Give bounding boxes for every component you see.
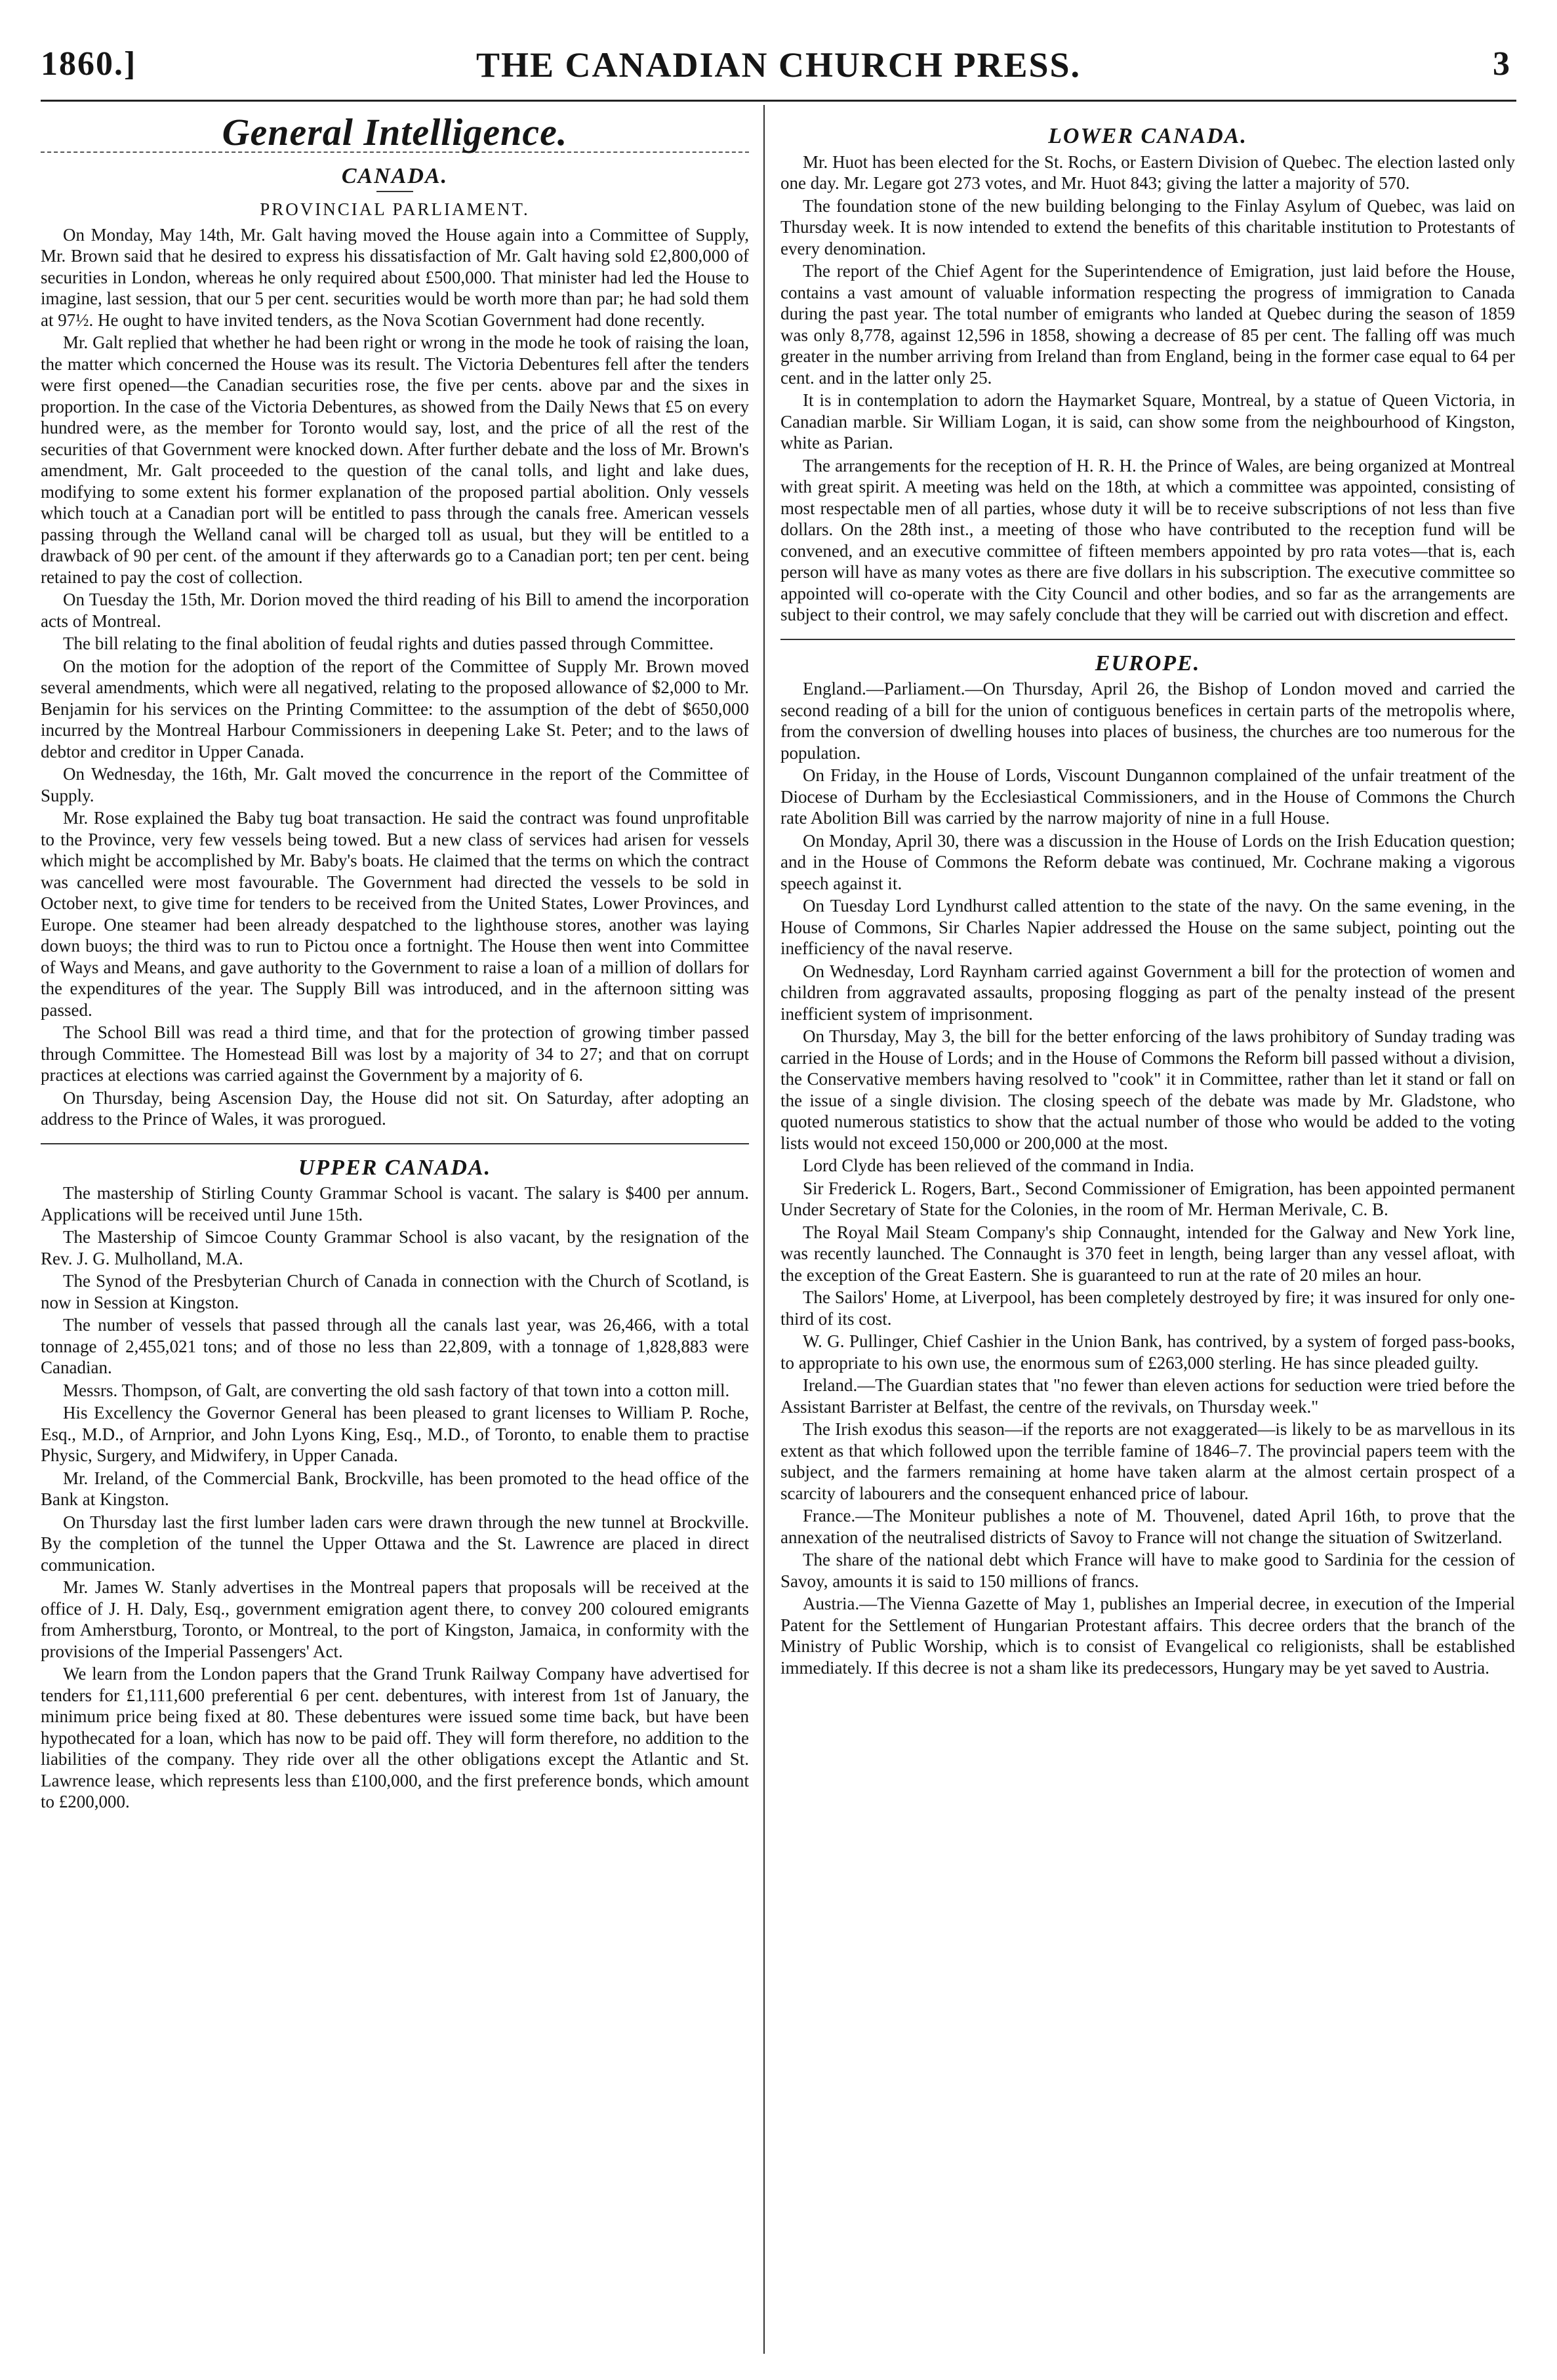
upper-canada-heading: UPPER CANADA.: [298, 1155, 492, 1180]
news-item: The report of the Chief Agent for the Superintendence of Emigration, just laid before the House, contains a vast amount of valuable information respecting the progress of immigration to Canada during the past year. The total number of emigrants who landed at Quebec during the season of 1859 was only 8,778, against 12,596 in 1858, showing a decrease of 85 per cent. The falling off was much greater in the number arriving from Ireland than from England, being in the former case equal to 64 per cent. and in the latter only 25.: [780, 261, 1515, 388]
masthead-title: THE CANADIAN CHURCH PRESS.: [475, 45, 1082, 85]
news-item: The share of the national debt which France will have to make good to Sardinia for the cession of Savoy, amounts it is said to 150 millions of francs.: [780, 1550, 1515, 1591]
column-rule: [763, 105, 765, 2354]
news-item: His Excellency the Governor General has been pleased to grant licenses to William P. Roche, Esq., M.D., of Arnprior, and John Lyons King, Esq., M.D., of Toronto, to enable them to practise Physic, Surgery, and Midwifery, in Upper Canada.: [41, 1403, 749, 1465]
news-item: Mr. Ireland, of the Commercial Bank, Brockville, has been promoted to the head office of the Bank at Kingston.: [41, 1468, 749, 1509]
heading-dash: [376, 191, 413, 192]
news-item: The foundation stone of the new building belonging to the Finlay Asylum of Quebec, was laid on Thursday week. It is now intended to extend the benefits of this charitable institution to Protestants of every denomination.: [780, 195, 1515, 258]
news-item: Mr. James W. Stanly advertises in the Montreal papers that proposals will be received at the office of J. H. Daly, Esq., government emigration agent there, to convey 200 coloured emigrants from Amherstburg, Toronto, or Montreal, to the port of Kingston, Jamaica, in conformity with the provisions of the Imperial Passengers' Act.: [41, 1577, 749, 1661]
canada-heading: CANADA.: [341, 163, 449, 188]
news-item: Lord Clyde has been relieved of the command in India.: [803, 1156, 1194, 1175]
news-item: On Thursday last the first lumber laden cars were drawn through the new tunnel at Brockville. By the completion of the tunnel the Upper Ottawa and the St. Lawrence are placed in direct communication.: [41, 1512, 749, 1575]
left-column: [41, 113, 749, 2354]
news-item: The Royal Mail Steam Company's ship Connaught, intended for the Galway and New York line, was recently launched. The Connaught is 370 feet in length, being larger than any vessel afloat, with the exception of the Great Eastern. She is guaranteed to run at the rate of 20 miles an hour.: [780, 1222, 1515, 1285]
news-item: On Monday, April 30, there was a discussion in the House of Lords on the Irish Education question; and in the House of Commons the Reform debate was continued, Mr. Cochrane making a vigorous speech against it.: [780, 830, 1515, 893]
news-item: The number of vessels that passed through all the canals last year, was 26,466, with a total tonnage of 2,455,021 tons; and of those no less than 22,809, with a tonnage of 1,828,883 were Canadian.: [41, 1315, 749, 1377]
news-item: W. G. Pullinger, Chief Cashier in the Union Bank, has contrived, by a system of forged pass-books, to appropriate to his own use, the enormous sum of £263,000 sterling. He has since pleaded guilty.: [780, 1331, 1515, 1373]
news-item: On Wednesday, Lord Raynham carried against Government a bill for the protection of women and children from aggravated assaults, proposing flogging as part of the penalty instead of the present inefficient system of imprisonment.: [780, 961, 1515, 1024]
article-paragraph: Mr. Galt replied that whether he had been right or wrong in the mode he took of raising the loan, the matter which concerned the House was its result. The Victoria Debentures fell after the tenders were first opened—the Canadian securities rose, the five per cents. above par and the sixes in proportion. In the case of the Victoria Debentures, as showed from the Daily News that £5 on every hundred were, as the member for Toronto would say, lost, and the price of all the rest of the securities of that Government were knocked down. After further debate and the loss of Mr. Brown's amendment, Mr. Galt proceeded to the question of the canal tolls, and light and lake dues, modifying to some extent his former explanation of the proposed partial abolition. Only vessels which touch at a Canadian port will be entitled to pass through the canals free. American vessels passing through the Welland canal will be charged toll as usual, but they will be entitled to a drawback of 90 per cent. of the amount if they afterwards go to a Canadian port; ten per cent. being retained to pay the cost of collection.: [41, 333, 749, 587]
news-item: The Mastership of Simcoe County Grammar School is also vacant, by the resignation of the Rev. J. G. Mulholland, M.A.: [41, 1227, 749, 1268]
news-item: The Synod of the Presbyterian Church of Canada in connection with the Church of Scotland, is now in Session at Kingston.: [41, 1271, 749, 1312]
news-item: On Tuesday Lord Lyndhurst called attention to the state of the navy. On the same evening, in the House of Commons, Sir Charles Napier addressed the House on the same subject, pointing out the inefficiency of the naval reserve.: [780, 896, 1515, 958]
news-item: On Friday, in the House of Lords, Viscount Dungannon complained of the unfair treatment of the Diocese of Durham by the Ecclesiastical Commissioners, and in the House of Commons the Church rate Abolition Bill was carried by the narrow majority of nine in a full House.: [780, 765, 1515, 828]
news-item: Austria.—The Vienna Gazette of May 1, publishes an Imperial decree, in execution of the Imperial Patent for the Settlement of Hungarian Protestant affairs. This decree orders that the branch of the Ministry of Public Worship, which is to consist of Evangelical co religionists, shall be established immediately. If this decree is not a sham like its predecessors, Hungary may be yet saved to Austria.: [780, 1594, 1515, 1678]
section-rule: [780, 639, 1515, 640]
news-item: Mr. Huot has been elected for the St. Rochs, or Eastern Division of Quebec. The election lasted only one day. Mr. Legare got 273 votes, and Mr. Huot 843; giving the latter a majority of 570.: [780, 151, 1515, 193]
article-paragraph: On the motion for the adoption of the report of the Committee of Supply Mr. Brown moved several amendments, which were all negatived, relating to the proposed allowance of $2,000 to Mr. Benjamin for his services on the Printing Committee: to the assumption of the debt of $650,000 incurred by the Montreal Harbour Commissioners in deepening Lake St. Peter; and to the laws of debtor and creditor in Upper Canada.: [41, 656, 749, 761]
article-paragraph: Mr. Rose explained the Baby tug boat transaction. He said the contract was found unprofitable to the Province, very few vessels being towed. But a new class of services had arisen for vessels which might be accomplished by Mr. Baby's boats. He claimed that the terms on which the contract was cancelled were most favourable. The Government had directed the vessels to be sold in October next, to give time for tenders to be received from the United States, Lower Provinces, and Europe. One steamer had been already despatched to the lighthouse stores, another was laying down buoys; the third was to run to Pictou once a fortnight. The House then went into Committee of Ways and Means, and gave authority to the Government to raise a loan of a million of dollars for the expenditures of the year. The Supply Bill was introduced, and in the afternoon sitting was passed.: [41, 808, 749, 1020]
news-item: It is in contemplation to adorn the Haymarket Square, Montreal, by a statue of Queen Victoria, in Canadian marble. Sir William Logan, it is said, can show some from the neighbourhood of Kingston, white as Parian.: [780, 390, 1515, 453]
header-rule: [41, 100, 1516, 102]
news-item: The Irish exodus this season—if the reports are not exaggerated—is likely to be as marvellous in its extent as that which followed upon the terrible famine of 1846–7. The provincial papers teem with the subject, and the farmers remaining at home have taken alarm at the almost certain prospect of a scarcity of labourers and the consequent enhanced price of labour.: [780, 1419, 1515, 1503]
article-paragraph: On Thursday, being Ascension Day, the House did not sit. On Saturday, after adopting an address to the Prince of Wales, it was prorogued.: [41, 1087, 749, 1129]
news-item: We learn from the London papers that the Grand Trunk Railway Company have advertised for tenders for £1,111,600 preferential 6 per cent. debentures, with interest from 1st of January, the minimum price being fixed at 80. These debentures were issued some time back, but have been hypothecated for a loan, which has now to be paid off. They will form therefore, no addition to the liabilities of the company. They ride over all the other obligations except the Atlantic and St. Lawrence lease, which represents less than £100,000, and the first preference bonds, which amount to £200,000.: [41, 1664, 749, 1811]
section-rule: [41, 1143, 749, 1144]
article-paragraph: The School Bill was read a third time, and that for the protection of growing timber passed through Committee. The Homestead Bill was lost by a majority of 34 to 27; and that on corrupt practices at elections was carried against the Government by a majority of 6.: [41, 1022, 749, 1085]
europe-heading: EUROPE.: [1095, 651, 1201, 676]
article-paragraph: On Tuesday the 15th, Mr. Dorion moved the third reading of his Bill to amend the incorporation acts of Montreal.: [41, 590, 749, 631]
news-item: Ireland.—The Guardian states that "no fewer than eleven actions for seduction were tried before the Assistant Barrister at Belfast, the centre of the revivals, on Thursday week.": [780, 1375, 1515, 1417]
article-paragraph: On Wednesday, the 16th, Mr. Galt moved the concurrence in the report of the Committee of Supply.: [41, 764, 749, 805]
article-paragraph: On Monday, May 14th, Mr. Galt having moved the House again into a Committee of Supply, Mr. Brown said that he desired to express his dissatisfaction of Mr. Galt having sold £2,800,000 of securities in London, whereas he only required about £500,000. That minister had led the House to imagine, last session, that our 5 per cent. securities would be worth more than par; he had sold them at 97½. He ought to have invited tenders, as the Nova Scotian Government had done recently.: [41, 224, 749, 330]
lower-canada-heading: LOWER CANADA.: [1048, 124, 1247, 148]
page-number: 3: [1493, 45, 1511, 83]
article-paragraph: The bill relating to the final abolition of feudal rights and duties passed through Committee.: [63, 634, 714, 653]
news-item: On Thursday, May 3, the bill for the better enforcing of the laws prohibitory of Sunday trading was carried in the House of Lords; and in the House of Commons the Reform bill passed without a division, the Conservative members having resolved to "cook" it in Committee, rather than let it stand or fall on the issue of a single division. The closing speech of the debate was made by Mr. Gladstone, who quoted numerous statistics to show that the actual number of those who would be added to the voting lists would not exceed 150,000 or 200,000 at the most.: [780, 1026, 1515, 1153]
news-item: Sir Frederick L. Rogers, Bart., Second Commissioner of Emigration, has been appointed permanent Under Secretary of State for the Colonies, in the room of Mr. Herman Merivale, C. B.: [780, 1178, 1515, 1219]
news-item: England.—Parliament.—On Thursday, April 26, the Bishop of London moved and carried the second reading of a bill for the union of contiguous benefices in certain parts of the metropolis where, from the conversion of dwelling houses into places of business, the churches are too numerous for the population.: [780, 679, 1515, 763]
news-item: The arrangements for the reception of H. R. H. the Prince of Wales, are being organized at Montreal with great spirit. A meeting was held on the 18th, at which a committee was appointed, consisting of most respectable men of all parties, whose duty it will be to receive subscriptions of not less than five dollars. On the 28th inst., a meeting of those who have contributed to the reception fund will be convened, and an executive committee of fifteen members appointed by pro rata votes—that is, each person will have as many votes as there are five dollars in his subscription. The executive committee so appointed will co-operate with the City Council and other bodies, and so far as the arrangements are subject to their control, we may safely conclude that they will be carried out with discretion and effect.: [780, 455, 1515, 624]
news-item: The mastership of Stirling County Grammar School is vacant. The salary is $400 per annum. Applications will be received until June 15th.: [41, 1183, 749, 1224]
news-item: Messrs. Thompson, of Galt, are converting the old sash factory of that town into a cotton mill.: [63, 1380, 730, 1400]
issue-year: 1860.]: [41, 45, 137, 83]
news-item: France.—The Moniteur publishes a note of M. Thouvenel, dated April 16th, to prove that the annexation of the neutralised districts of Savoy to France will not change the situation of Switzerland.: [780, 1506, 1515, 1547]
running-head: [41, 41, 1516, 92]
provincial-parliament-heading: PROVINCIAL PARLIAMENT.: [260, 199, 530, 219]
right-column: [780, 113, 1515, 2354]
section-title: General Intelligence.: [222, 113, 568, 153]
news-item: The Sailors' Home, at Liverpool, has been completely destroyed by fire; it was insured for only one-third of its cost.: [780, 1287, 1515, 1329]
